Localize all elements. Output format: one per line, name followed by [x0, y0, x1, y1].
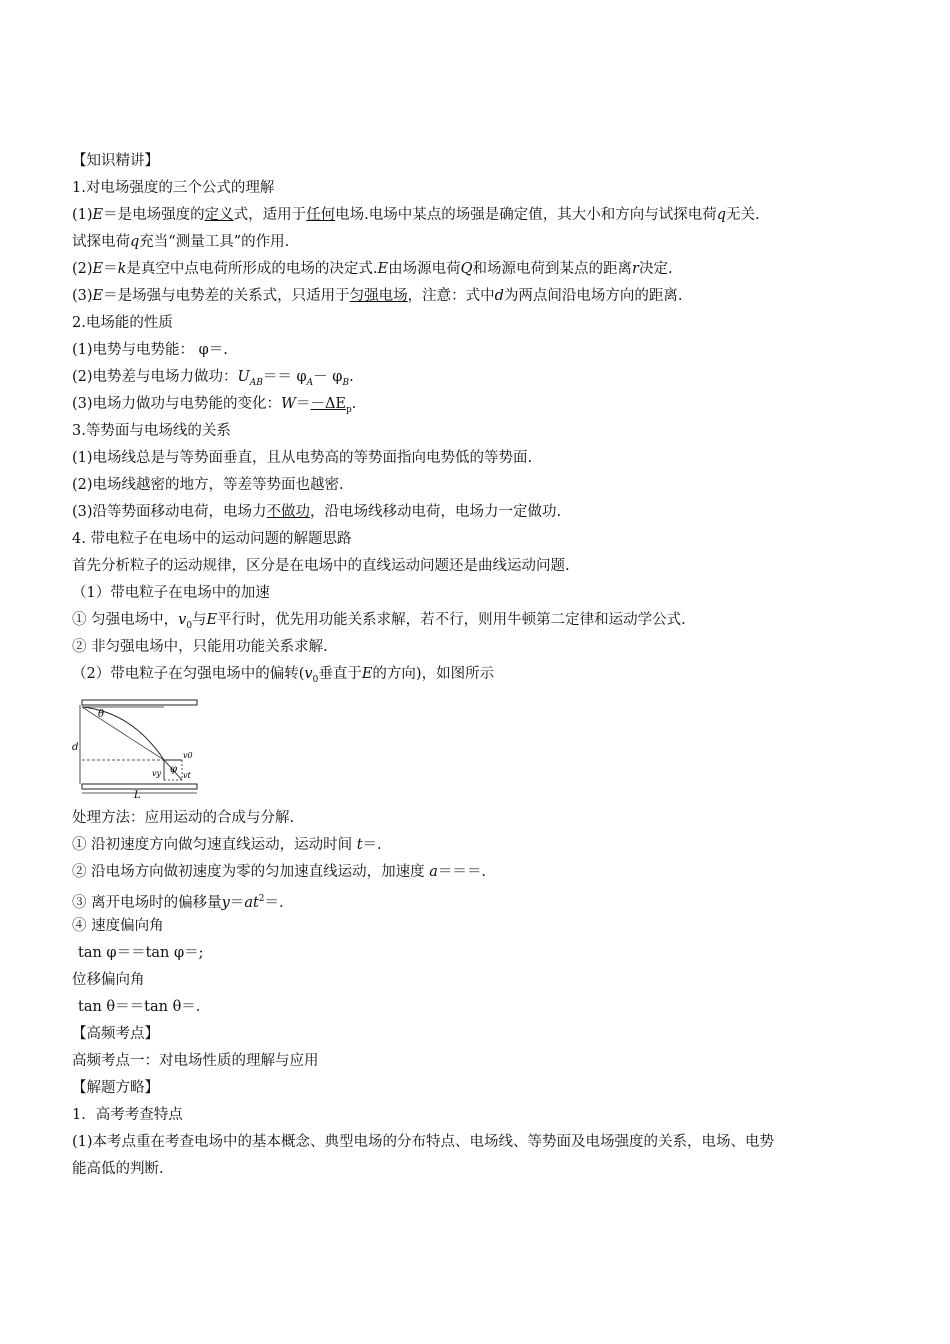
top-plate	[82, 700, 197, 705]
paragraph-intro: 首先分析粒子的运动规律，区分是在电场中的直线运动问题还是曲线运动问题.	[72, 558, 570, 574]
paragraph-perpendicular: (1)电场线总是与等势面垂直，且从电势高的等势面指向电势低的等势面.	[72, 450, 533, 466]
label-vy: vy	[152, 769, 162, 778]
deflection-diagram	[72, 690, 892, 805]
paragraph-nonuniform: ② 非匀强电场中，只能用功能关系求解.	[72, 639, 328, 655]
formula-velocity-angle: tan φ＝＝tan φ＝;	[78, 945, 204, 961]
heading-exam-features: 1．高考考查特点	[72, 1107, 183, 1123]
paragraph-acceleration: ② 沿电场方向做初速度为零的匀加速直线运动，加速度 a＝＝＝.	[72, 864, 486, 880]
paragraph-uniform-field: (3)E＝是场强与电势差的关系式，只适用于匀强电场，注意：式中d为两点间沿电场方向的距离.	[72, 288, 683, 304]
paragraph-offset: ③ 离开电场时的偏移量$y=at^2=$.	[72, 894, 284, 911]
subheading-acceleration: （1）带电粒子在电场中的加速	[72, 585, 270, 601]
paragraph-velocity-angle: ④ 速度偏向角	[72, 918, 164, 934]
subheading-deflection: （2）带电粒子在匀强电场中的偏转($v_0$垂直于E的方向)，如图所示	[72, 666, 495, 685]
paragraph-displacement-angle: 位移偏向角	[72, 972, 145, 988]
heading-field-strength: 1.对电场强度的三个公式的理解	[72, 180, 275, 196]
paragraph-point-one: 高频考点一：对电场性质的理解与应用	[72, 1053, 319, 1069]
heading-field-energy: 2.电场能的性质	[72, 315, 173, 331]
paragraph-no-work: (3)沿等势面移动电荷，电场力不做功，沿电场线移动电荷，电场力一定做功.	[72, 504, 562, 520]
formula-displacement-angle: tan θ＝＝tan θ＝.	[78, 999, 201, 1015]
paragraph-work-energy: (3)电场力做功与电势能的变化：$W=-\Delta E_p$.	[72, 396, 357, 415]
paragraph-potential-difference: (2)电势差与电场力做功：$U_{AB}== \varphi_A- \varphi_B$.	[72, 369, 354, 388]
paragraph-point-charge: (2)E＝k是真空中点电荷所形成的电场的决定式.E由场源电荷Q和场源电荷到某点的距离r决定.	[72, 261, 673, 277]
paragraph-definition-formula: (1)E＝是电场强度的定义式，适用于任何电场.电场中某点的场强是确定值，其大小和方向与试探电荷q无关.	[72, 207, 760, 223]
bottom-plate	[82, 784, 197, 789]
section-header-strategy: 【解题方略】	[72, 1080, 159, 1096]
label-v0: v0	[183, 751, 193, 760]
paragraph-density: (2)电场线越密的地方，等差等势面也越密.	[72, 477, 344, 493]
label-vt: vt	[183, 771, 191, 780]
underline-definition: 定义	[204, 207, 234, 223]
document-page	[72, 148, 892, 1183]
label-L: L	[134, 790, 141, 801]
paragraph-time: ① 沿初速度方向做匀速直线运动，运动时间 t＝.	[72, 837, 382, 853]
heading-charged-particle: 4. 带电粒子在电场中的运动问题的解题思路	[72, 531, 352, 547]
deflection-diagram-svg	[72, 690, 212, 805]
paragraph-exam-features-continued: 能高低的判断.	[72, 1161, 164, 1177]
paragraph-exam-features: (1)本考点重在考查电场中的基本概念、典型电场的分布特点、电场线、等势面及电场强度的关系，电场、电势	[72, 1134, 775, 1150]
section-header-knowledge: 【知识精讲】	[72, 153, 159, 169]
paragraph-method: 处理方法：应用运动的合成与分解.	[72, 810, 295, 826]
paragraph-uniform-acceleration: ① 匀强电场中，$v_0$与E平行时，优先用功能关系求解，若不行，则用牛顿第二定律和运动学公式.	[72, 612, 686, 631]
underline-uniform-field: 匀强电场	[349, 288, 408, 304]
underline-any: 任何	[306, 207, 336, 223]
label-phi: φ	[170, 764, 178, 775]
section-header-high-frequency: 【高频考点】	[72, 1026, 159, 1042]
label-theta: θ	[98, 709, 105, 720]
paragraph-definition-continued: 试探电荷q充当“测量工具”的作用.	[72, 234, 290, 250]
underline-no-work: 不做功	[266, 504, 311, 520]
paragraph-potential: (1)电势与电势能： φ＝.	[72, 342, 228, 358]
heading-equipotential: 3.等势面与电场线的关系	[72, 423, 231, 439]
underline-delta-ep: $-\Delta E_p$	[310, 396, 352, 415]
label-d: d	[72, 742, 79, 753]
